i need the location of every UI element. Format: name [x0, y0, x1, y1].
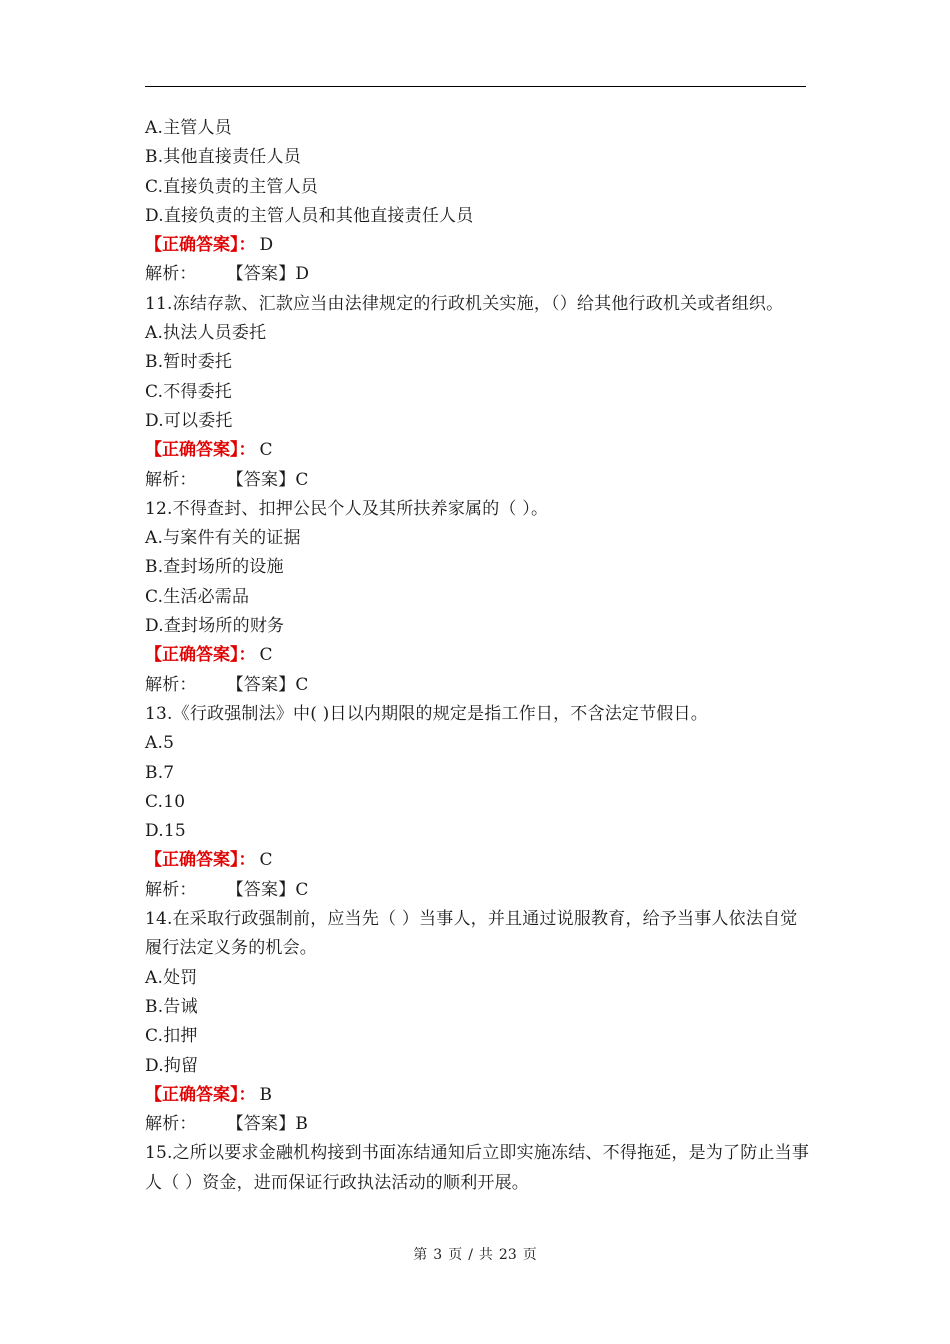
explain-text: 【答案】C	[226, 469, 309, 490]
explanation	[145, 876, 810, 905]
option-b: B.告诫	[145, 996, 198, 1017]
answer-label: 【正确答案】：	[145, 1084, 256, 1105]
option-b: B.其他直接责任人员	[145, 147, 301, 168]
explain-text: 【答案】D	[226, 264, 310, 285]
option-c: C.直接负责的主管人员	[145, 176, 319, 197]
option-a: A.5	[145, 733, 175, 754]
explain-label: 解析：	[145, 264, 197, 285]
explain-text: 【答案】B	[226, 1114, 309, 1135]
correct-answer	[145, 846, 810, 875]
total-pages: 23	[498, 1247, 517, 1263]
explain-label: 解析：	[145, 674, 197, 695]
explain-label: 解析：	[145, 879, 197, 900]
option-c: C.扣押	[145, 1026, 198, 1047]
question-block	[145, 114, 810, 290]
answer-value: C	[259, 440, 273, 461]
option-c: C.10	[145, 791, 186, 812]
correct-answer	[145, 231, 810, 260]
explain-label: 解析：	[145, 469, 197, 490]
option-a: A.与案件有关的证据	[145, 528, 301, 549]
option-c: C.生活必需品	[145, 586, 250, 607]
option-d: D.可以委托	[145, 410, 233, 431]
answer-value: B	[259, 1084, 272, 1105]
explain-text: 【答案】C	[226, 879, 309, 900]
answer-value: D	[259, 235, 274, 256]
document-body	[145, 114, 810, 1198]
option-d: D.15	[145, 821, 186, 842]
answer-label: 【正确答案】：	[145, 850, 256, 871]
question-block	[145, 495, 810, 700]
explain-label: 解析：	[145, 1114, 197, 1135]
question-stem: 15.之所以要求金融机构接到书面冻结通知后立即实施冻结、不得拖延，是为了防止当事人（ ）资金，进而保证行政执法活动的顺利开展。	[145, 1143, 810, 1193]
question-block	[145, 700, 810, 905]
correct-answer	[145, 641, 810, 670]
option-b: B.7	[145, 762, 175, 783]
option-a: A.处罚	[145, 967, 198, 988]
option-d: D.拘留	[145, 1055, 199, 1076]
explanation	[145, 466, 810, 495]
footer-page-unit: 页	[448, 1247, 463, 1263]
option-c: C.不得委托	[145, 381, 233, 402]
question-stem: 12.不得查封、扣押公民个人及其所扶养家属的（ ）。	[145, 498, 549, 519]
option-a: A.执法人员委托	[145, 323, 267, 344]
answer-label: 【正确答案】：	[145, 235, 256, 256]
footer-prefix: 第	[413, 1247, 428, 1263]
answer-value: C	[259, 850, 273, 871]
footer-total-unit: 页	[522, 1247, 537, 1263]
answer-label: 【正确答案】：	[145, 440, 256, 461]
answer-value: C	[259, 645, 273, 666]
option-d: D.查封场所的财务	[145, 616, 285, 637]
footer-total-prefix: 共	[478, 1247, 493, 1263]
question-block	[145, 905, 810, 1139]
explanation	[145, 1110, 810, 1139]
page-footer	[0, 1244, 950, 1264]
explanation	[145, 260, 810, 289]
option-d: D.直接负责的主管人员和其他直接责任人员	[145, 205, 474, 226]
question-stem: 13.《行政强制法》中( )日以内期限的规定是指工作日，不含法定节假日。	[145, 703, 708, 724]
question-stem: 11.冻结存款、汇款应当由法律规定的行政机关实施，（）给其他行政机关或者组织。	[145, 293, 784, 314]
option-b: B.暂时委托	[145, 352, 233, 373]
question-block	[145, 290, 810, 495]
correct-answer	[145, 1081, 810, 1110]
correct-answer	[145, 436, 810, 465]
option-a: A.主管人员	[145, 118, 232, 138]
question-stem: 14.在采取行政强制前，应当先（ ）当事人，并且通过说服教育，给予当事人依法自觉履行法定义务的机会。	[145, 909, 798, 959]
option-b: B.查封场所的设施	[145, 557, 284, 578]
footer-separator: /	[468, 1247, 473, 1263]
page-number: 3	[433, 1247, 443, 1263]
header-rule	[145, 86, 806, 87]
explain-text: 【答案】C	[226, 674, 309, 695]
explanation	[145, 671, 810, 700]
answer-label: 【正确答案】：	[145, 645, 256, 666]
